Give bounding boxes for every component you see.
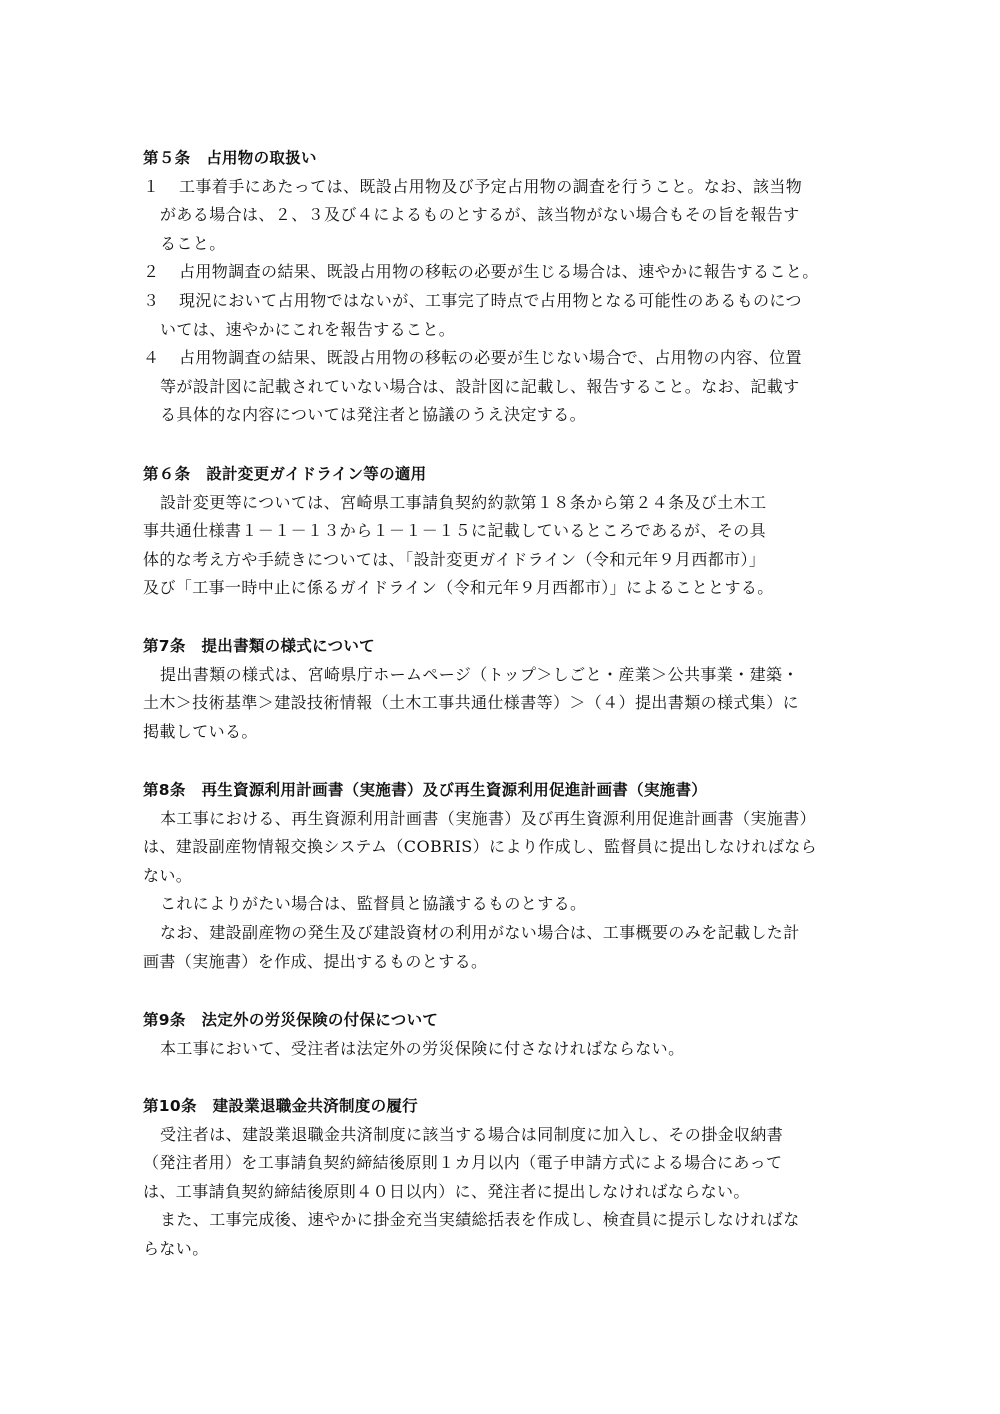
paragraph-line: なお、建設副産物の発生及び建設資材の利用がない場合は、工事概要のみを記載した計: [160, 922, 800, 942]
paragraph-line: 事共通仕様書１－１－１３から１－１－１５に記載しているところであるが、その具: [143, 521, 767, 541]
item-text: いては、速やかにこれを報告すること。: [160, 319, 456, 339]
article-7: [143, 632, 873, 746]
paragraph-line: は、工事請負契約締結後原則４０日以内）に、発注者に提出しなければならない。: [143, 1181, 750, 1201]
paragraph-line: また、工事完成後、速やかに掛金充当実績総括表を作成し、検査員に提示しなければな: [160, 1210, 800, 1230]
paragraph-line: ない。: [143, 865, 193, 885]
paragraph-line: 画書（実施書）を作成、提出するものとする。: [143, 951, 488, 971]
article-5-heading: 第５条 占用物の取扱い: [143, 149, 317, 167]
article-10: [143, 1092, 873, 1264]
item-text: る具体的な内容については発注者と協議のうえ決定する。: [160, 405, 587, 425]
item-number: ３: [143, 290, 160, 310]
paragraph-line: 本工事における、再生資源利用計画書（実施書）及び再生資源利用促進計画書（実施書）: [160, 808, 817, 828]
item-number: ２: [143, 262, 160, 282]
item-text: がある場合は、２、３及び４によるものとするが、該当物がない場合もその旨を報告す: [160, 205, 800, 225]
article-6-heading: 第６条 設計変更ガイドライン等の適用: [143, 465, 427, 483]
paragraph-line: 受注者は、建設業退職金共済制度に該当する場合は同制度に加入し、その掛金収納書: [160, 1124, 784, 1144]
item-number: ４: [143, 348, 160, 368]
item-text: ること。: [160, 233, 226, 253]
paragraph-line: らない。: [143, 1238, 209, 1258]
paragraph-line: （発注者用）を工事請負契約締結後原則１カ月以内（電子申請方式による場合にあって: [143, 1153, 783, 1173]
item-number: １: [143, 176, 160, 196]
article-9-heading: 第9条 法定外の労災保険の付保について: [143, 1011, 439, 1029]
paragraph-line: 提出書類の様式は、宮崎県庁ホームページ（トップ＞しごと・産業＞公共事業・建築・: [160, 664, 799, 684]
article-9: [143, 1006, 873, 1063]
article-8-heading: 第8条 再生資源利用計画書（実施書）及び再生資源利用促進計画書（実施書）: [143, 781, 708, 799]
paragraph-line: 掲載している。: [143, 721, 258, 741]
article-6: [143, 460, 873, 603]
article-7-heading: 第7条 提出書類の様式について: [143, 637, 375, 655]
article-5-item-4: [143, 344, 873, 430]
article-5: [143, 144, 873, 430]
article-5-item-3: [143, 287, 873, 344]
item-text: 等が設計図に記載されていない場合は、設計図に記載し、報告すること。なお、記載す: [160, 376, 800, 396]
item-text: 現況において占用物ではないが、工事完了時点で占用物となる可能性のあるものにつ: [179, 290, 802, 310]
article-10-heading: 第10条 建設業退職金共済制度の履行: [143, 1097, 418, 1115]
article-5-item-1: [143, 173, 873, 259]
paragraph-line: 本工事において、受注者は法定外の労災保険に付さなければならない。: [160, 1038, 685, 1058]
item-text: 占用物調査の結果、既設占用物の移転の必要が生じる場合は、速やかに報告すること。: [179, 262, 819, 282]
item-text: 工事着手にあたっては、既設占用物及び予定占用物の調査を行うこと。なお、該当物: [179, 176, 803, 196]
paragraph-line: は、建設副産物情報交換システム（COBRIS）により作成し、監督員に提出しなければなら: [143, 837, 818, 857]
paragraph-line: 設計変更等については、宮崎県工事請負契約約款第１８条から第２４条及び土木工: [160, 492, 767, 512]
paragraph-line: 土木＞技術基準＞建設技術情報（土木工事共通仕様書等）＞（４）提出書類の様式集）に: [143, 693, 800, 713]
article-8: [143, 776, 873, 976]
paragraph-line: 及び「工事一時中止に係るガイドライン（令和元年９月西都市）」によることとする。: [143, 578, 774, 598]
paragraph-line: 体的な考え方や手続きについては、「設計変更ガイドライン（令和元年９月西都市）」: [143, 549, 766, 569]
article-5-item-2: [143, 258, 873, 287]
paragraph-line: これによりがたい場合は、監督員と協議するものとする。: [160, 894, 587, 914]
item-text: 占用物調査の結果、既設占用物の移転の必要が生じない場合で、占用物の内容、位置: [179, 348, 802, 368]
